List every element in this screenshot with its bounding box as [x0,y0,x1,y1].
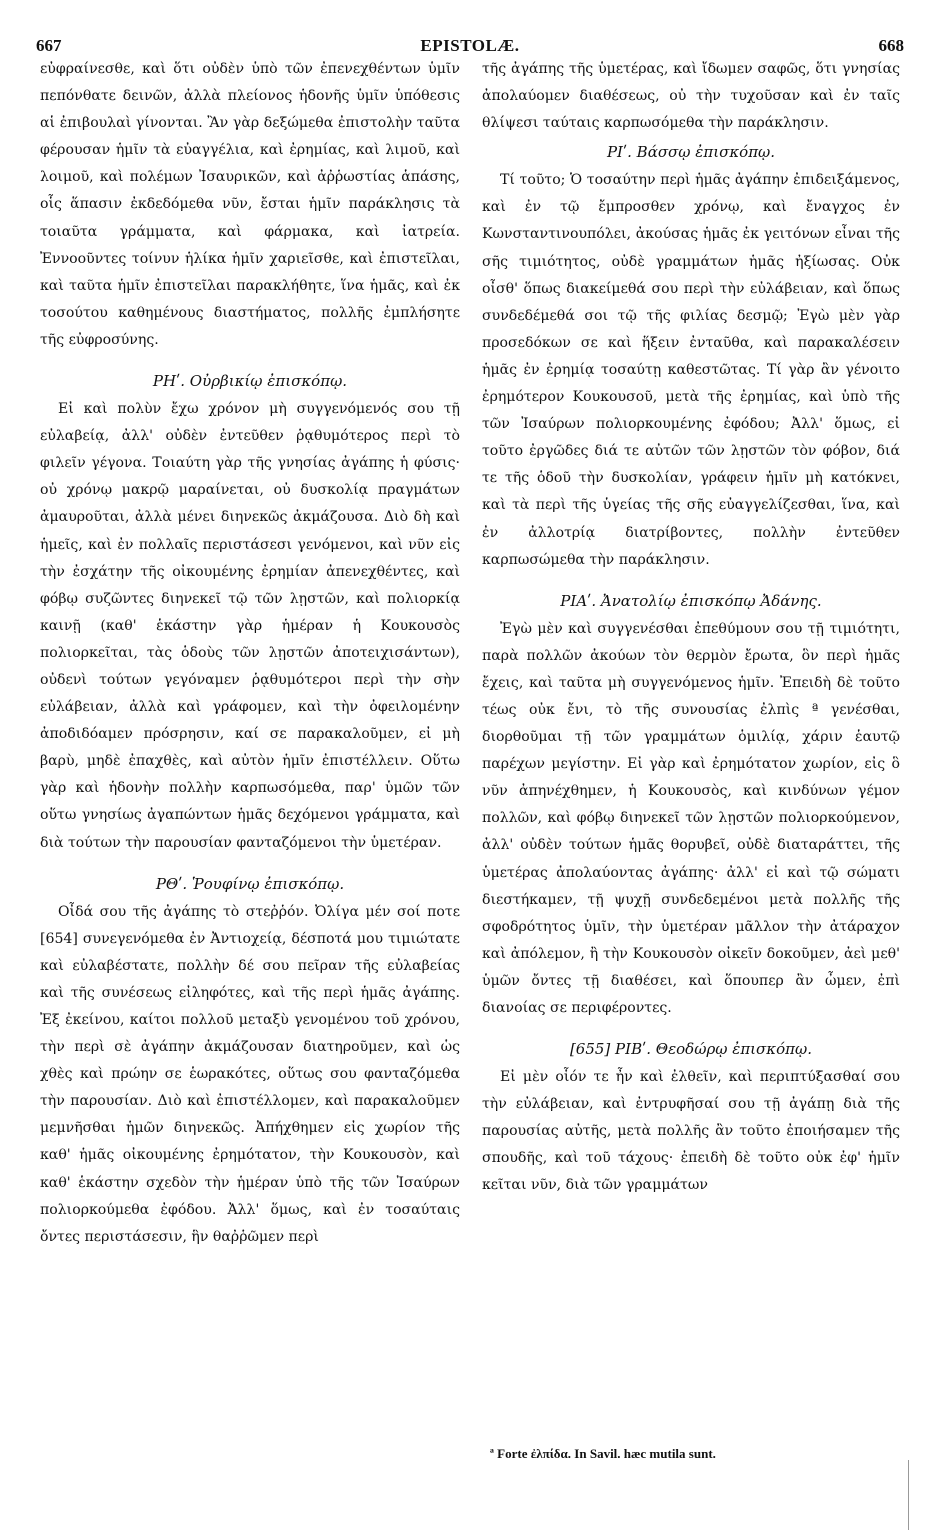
letter-heading: ΡΙʹ. Βάσσῳ ἐπισκόπῳ. [606,143,776,162]
paragraph: εὐφραίνεσθε, καὶ ὅτι οὐδὲν ὑπὸ τῶν ἐπενεχθέντων ὑμῖν πεπόνθατε δεινῶν, ἀλλὰ πλείονος ἡδονῆς ὑμῖν ὑπόθεσις αἱ ἐπιβουλαὶ γίνονται. Ἂν γὰρ δεξώμεθα ἐπιστολὴν ταῦτα φέρουσαν ἡμῖν τὰ εὐαγγέλια, καὶ ἐρημίας, καὶ λιμοῦ, καὶ λοιμοῦ, καὶ πολέμων Ἰσαυρικῶν, καὶ ἀῤῥωστίας ἁπάσης, οἷς ἅπασιν ἐκδεδόμεθα νῦν, ἔσται ἡμῖν παράκλησις τὰ τοιαῦτα γράμματα, καὶ φάρμακα, καὶ ἰατρεία. Ἐννοοῦντες τοίνυν ἡλίκα ἡμῖν χαριεῖσθε, καὶ ἐπιστεῖλαι, καὶ ταῦτα ἡμῖν ἐπιστεῖλαι παρακλήθητε, ἵνα ἡμᾶς, καὶ ἐκ τοσούτου καθημένους διαστήματος, πολλῆς ἐμπλήσητε τῆς εὐφροσύνης. [40,61,460,348]
letter-heading: ΡΙΑʹ. Ἀνατολίῳ ἐπισκόπῳ Ἀδάνης. [560,591,822,610]
running-header [36,36,904,58]
letter-heading: ΡΘʹ. Ῥουφίνῳ ἐπισκόπῳ. [155,874,345,893]
letter-heading: [655] ΡΙΒʹ. Θεοδώρῳ ἐπισκόπῳ. [569,1040,813,1059]
left-column [40,56,460,1251]
right-column [482,56,900,1200]
paragraph: Οἶδά σου τῆς ἀγάπης τὸ στεῤῥόν. Ὀλίγα μέν σοί ποτε [654] συνεγενόμεθα ἐν Ἀντιοχείᾳ, δέσποτά μου τιμιώτατε καὶ εὐλαβέστατε, πολλὴν δέ σου πεῖραν τῆς εὐλαβείας καὶ τῆς συνέσεως εἰληφότες, καὶ τῆς περὶ ἡμᾶς ἀγάπης. Ἐξ ἐκείνου, καίτοι πολλοῦ μεταξὺ γενομένου τοῦ χρόνου, τὴν περὶ σὲ ἀγάπην ἀκμάζουσαν διατηροῦμεν, καὶ ὡς χθὲς καὶ πρώην σε ἑωρακότες, οὕτως σου φανταζόμεθα τὴν παρουσίαν. Διὸ καὶ ἐπιστέλλομεν, καὶ παρακαλοῦμεν μεμνῆσθαι ἡμῶν διηνεκῶς. Ἀπήχθημεν εἰς χωρίον τῆς καθ' ἡμᾶς οἰκουμένης ἐρημότατον, τὴν Κουκουσὸν, καὶ καθ' ἑκάστην σχεδὸν τὴν ἡμέραν ὑπὸ τῆς τῶν Ἰσαύρων πολιορκούμεθα ἐφόδου. Ἀλλ' ὅμως, καὶ ἐν τοσαύταις ὄντες περιστάσεσιν, ἣν θαῤῥῶμεν περὶ [40,903,460,1245]
page-number-left: 667 [36,36,62,55]
running-title: EPISTOLÆ. [420,36,520,55]
paragraph: Εἰ μὲν οἷόν τε ἦν καὶ ἐλθεῖν, καὶ περιπτύξασθαί σου τὴν εὐλάβειαν, καὶ ἐντρυφῆσαί σου τῇ ἀγάπῃ διὰ τῆς παρουσίας αὐτῆς, μετὰ πολλῆς ἂν τοῦτο ἐποιήσαμεν τῆς σπουδῆς, καὶ τοῦ τάχους· ἐπειδὴ δὲ τοῦτο οὐκ ἐφ' ἡμῖν κεῖται νῦν, διὰ τῶν γραμμάτων [482,1069,900,1194]
page-number-right: 668 [878,36,904,55]
paragraph: τῆς ἀγάπης τῆς ὑμετέρας, καὶ ἴδωμεν σαφῶς, ὅτι γνησίας ἀπολαύομεν διαθέσεως, οὐ τὴν τυχοῦσαν καὶ ἐν ταῖς θλίψεσι ταύταις καρπωσόμεθα τὴν παράκλησιν. [482,61,900,132]
margin-rule [908,1460,909,1530]
paragraph: Τί τοῦτο; Ὁ τοσαύτην περὶ ἡμᾶς ἀγάπην ἐπιδειξάμενος, καὶ ἐν τῷ ἔμπροσθεν χρόνῳ, καὶ ἔναγχος ἐν Κωνσταντινουπόλει, ἀκούσας ἡμᾶς ἐκ γειτόνων εἶναι τῆς σῆς τιμιότητος, οὐδὲ γραμμάτων ἡμᾶς ἠξίωσας. Οὐκ οἶσθ' ὅπως διακείμεθά σου περὶ τὴν εὐλάβειαν, καὶ ὅπως συνδεδέμεθά σοι τῷ τῆς φιλίας δεσμῷ; Ἐγὼ μὲν γὰρ προσεδόκων σε καὶ ἥξειν ἐνταῦθα, καὶ παρακαλέσειν ἡμᾶς ἐν ἐρημίᾳ τοσαύτῃ καθεστῶτας. Τί γὰρ ἂν γένοιτο ἐρημότερον Κουκουσοῦ, μετὰ τῆς ἐρημίας, καὶ ὑπὸ τῆς τῶν Ἰσαύρων πολιορκουμένης ἐφόδου; Ἀλλ' ὅμως, εἰ τοῦτο ἐργῶδες διά τε αὐτῶν τῶν λῃστῶν τὸν φόβον, διά τε τῆς ὁδοῦ τὴν δυσκολίαν, γράφειν ἡμῖν μὴ κατόκνει, καὶ τὰ περὶ τῆς ὑγείας τῆς σῆς εὐαγγελίζεσθαι, ἵνα, καὶ ἐν ἀλλοτρίᾳ διατρίβοντες, πολλὴν ἐντεῦθεν καρπωσώμεθα τὴν παράκλησιν. [482,172,900,568]
paragraph: Εἰ καὶ πολὺν ἔχω χρόνον μὴ συγγενόμενός σου τῇ εὐλαβείᾳ, ἀλλ' οὐδὲν ἐντεῦθεν ῥᾳθυμότερος περὶ τὸ φιλεῖν γέγονα. Τοιαύτη γὰρ τῆς γνησίας ἀγάπης ἡ φύσις· οὐ χρόνῳ μακρῷ μαραίνεται, οὐ δυσκολίᾳ πραγμάτων ἀμαυροῦται, ἀλλὰ μένει διηνεκῶς ἀκμάζουσα. Διὸ δὴ καὶ ἡμεῖς, καὶ ἐν πολλαῖς περιστάσεσι γενόμενοι, καὶ νῦν εἰς τὴν ἐσχάτην τῆς οἰκουμένης ἐρημίαν ἀπενεχθέντες, καὶ φόβῳ συζῶντες διηνεκεῖ τῷ τῶν λῃστῶν, καὶ πολιορκίᾳ καινῇ (καθ' ἑκάστην γὰρ ἡμέραν ἡ Κουκουσὸς πολιορκεῖται, τὰς ὁδοὺς τῶν λῃστῶν ἀποτειχισάντων), οὐδενὶ τούτων γεγόναμεν ῥᾳθυμότεροι περὶ τὴν σὴν εὐλάβειαν, ἀλλὰ καὶ γράφομεν, καὶ τὴν ὀφειλομένην ἀποδιδόαμεν πρόσρησιν, καί σε παρακαλοῦμεν, εἰ μὴ βαρὺ, μηδὲ ἐπαχθὲς, καὶ αὐτὸν ἡμῖν ἐπιστέλλειν. Οὕτω γὰρ καὶ ἡδονὴν πολλὴν καρπωσόμεθα, παρ' ὑμῶν τῶν οὕτω γνησίως ἀγαπώντων ἡμᾶς δεχόμενοι γράμματα, καὶ διὰ τούτων τὴν παρουσίαν φανταζόμενοι τὴν ὑμετέραν. [40,401,460,851]
footnote: ª Forte ἐλπίδα. In Savil. hæc mutila sunt. [490,1446,716,1461]
letter-heading: ΡΗʹ. Οὐρβικίῳ ἐπισκόπῳ. [152,372,348,391]
paragraph: Ἐγὼ μὲν καὶ συγγενέσθαι ἐπεθύμουν σου τῇ τιμιότητι, παρὰ πολλῶν ἀκούων τὸν θερμὸν ἔρωτα, ὃν περὶ ἡμᾶς ἔχεις, καὶ ταῦτα μὴ συγγενόμενος ἡμῖν. Ἐπειδὴ δὲ τοῦτο τέως οὐκ ἔνι, τὸ τῆς συνουσίας ἐλπὶς ª γενέσθαι, διορθοῦμαι τῇ τῶν γραμμάτων ὁμιλίᾳ, χάριν ἑαυτῷ παρέχων μεγίστην. Εἰ γὰρ καὶ ἐρημότατον χωρίον, εἰς ὃ νῦν ἀπηνέχθημεν, ἡ Κουκουσὸς, καὶ κινδύνων γέμον πολλῶν, καὶ φόβῳ διηνεκεῖ τῶν λῃστῶν πολιορκούμενον, ἀλλ' οὐδὲν τούτων ἡμᾶς θορυβεῖ, οὐδὲ διαταράττει, τῆς ὑμετέρας ἀπολαύοντας ἀγάπης· ἀλλ' εἰ καὶ τῷ σώματι διεστήκαμεν, τῇ ψυχῇ συνδεδεμένοι μετὰ πολλῆς τῆς σφοδρότητος ὑμῖν, τὴν ὑμετέραν μᾶλλον τὴν ἀτάραχον καὶ ἀπόλεμον, ἢ τὴν Κουκουσὸν οἰκεῖν δοκοῦμεν, ἀεὶ μεθ' ὑμῶν ὄντες τῇ διαθέσει, καὶ ὅπουπερ ἂν ὦμεν, ἐπὶ διανοίας σε περιφέροντες. [482,620,900,1016]
